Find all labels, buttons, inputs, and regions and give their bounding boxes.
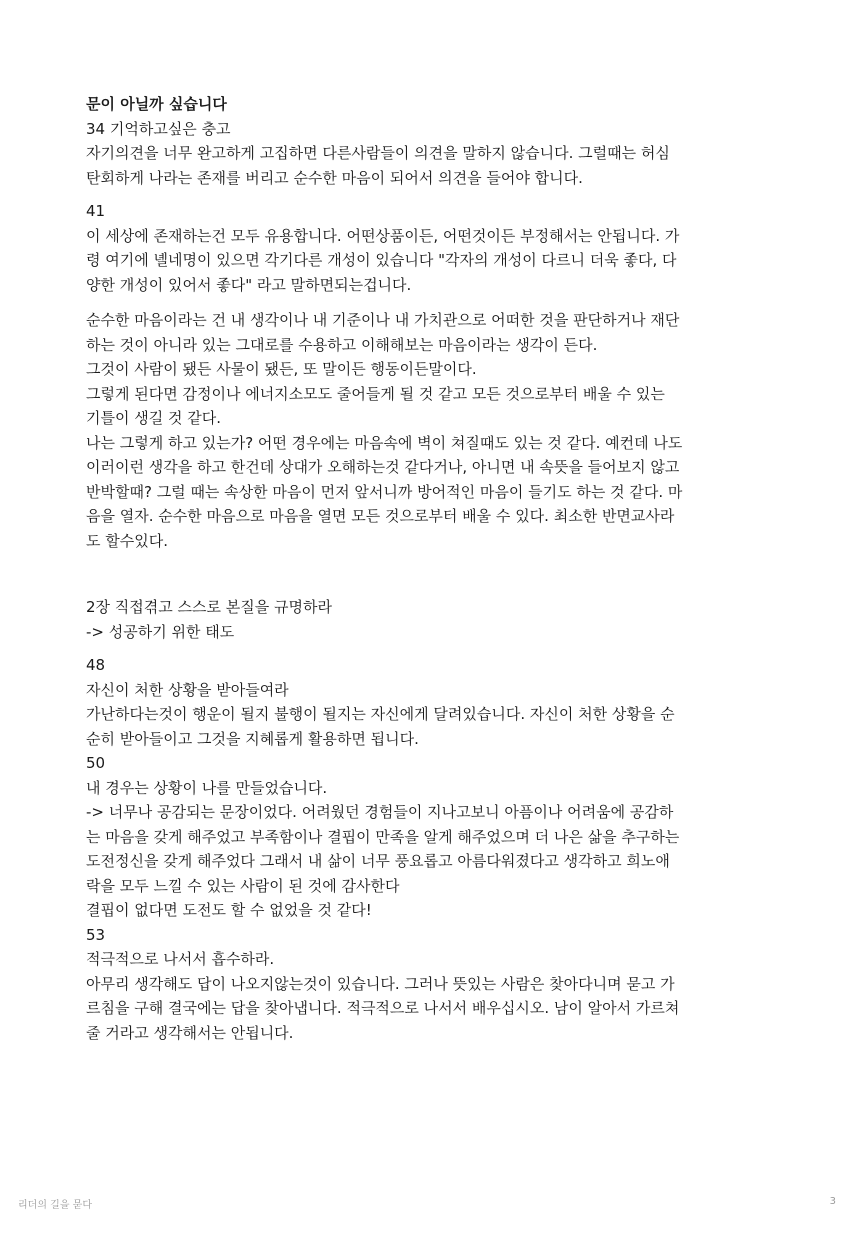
text-line: 적극적으로 나서서 흡수하라. (86, 950, 275, 968)
footer-page-number: 3 (829, 1196, 836, 1207)
text-line: 령 여기에 녤네명이 있으면 각기다른 개성이 있습니다 "각자의 개성이 다르니 더욱 좋다, 다 (86, 251, 677, 269)
text-line: 음을 열자. 순수한 마음으로 마음을 열면 모든 것으로부터 배울 수 있다. 최소한 반면교사라 (86, 507, 675, 525)
document-body (86, 92, 786, 1045)
text-line: 내 경우는 상황이 나를 만들었습니다. (86, 778, 328, 797)
text-line: 이 세상에 존재하는건 모두 유용합니다. 어떤상품이든, 어떤것이든 부정해서는 안됩니다. 가 (86, 226, 680, 245)
text-line: 이러이런 생각을 하고 한건데 상대가 오해하는것 같다거나, 아니면 내 속뜻을 들어보지 않고 (86, 458, 680, 476)
text-line: 50 (86, 754, 106, 772)
text-line: 41 (86, 202, 106, 220)
text-line: 락을 모두 느낄 수 있는 사람이 된 것에 감사한다 (86, 876, 400, 895)
text-line: 그렇게 된다면 감정이나 에너지소모도 줄어들게 될 것 같고 모든 것으로부터 배울 수 있는 (86, 384, 665, 403)
text-line: 나는 그렇게 하고 있는가? 어떤 경우에는 마음속에 벽이 쳐질때도 있는 것 같다. 예컨데 나도 (86, 433, 683, 452)
text-line: 2장 직접겪고 스스로 본질을 규명하라 (86, 598, 332, 616)
text-line: 도전정신을 갖게 해주었다 그래서 내 삶이 너무 풍요롭고 아름다워졌다고 생각하고 희노애 (86, 852, 670, 870)
text-line: 줄 거라고 생각해서는 안됩니다. (86, 1023, 294, 1042)
text-line: 자기의견을 너무 완고하게 고집하면 다른사람들이 의견을 말하지 않습니다. 그럴때는 허심 (86, 144, 670, 162)
section-heading: 문이 아닐까 싶습니다 (86, 95, 227, 113)
text-line: 르침을 구해 결국에는 답을 찾아냅니다. 적극적으로 나서서 배우십시오. 남이 알아서 가르쳐 (86, 999, 680, 1017)
text-line: 순히 받아들이고 그것을 지혜롭게 활용하면 됩니다. (86, 729, 419, 748)
text-line: 순수한 마음이라는 건 내 생각이나 내 기준이나 내 가치관으로 어떠한 것을 판단하거나 재단 (86, 311, 680, 329)
text-line: 가난하다는것이 행운이 될지 불행이 될지는 자신에게 달려있습니다. 자신이 처한 상황을 순 (86, 705, 675, 723)
text-line: 자신이 처한 상황을 받아들여라 (86, 680, 289, 699)
paragraph-gap (86, 644, 786, 653)
text-line: -> 너무나 공감되는 문장이었다. 어려웠던 경험들이 지나고보니 아픔이나 어려움에 공감하 (86, 803, 674, 821)
text-line: 그것이 사람이 됐든 사물이 됐든, 또 말이든 행동이든말이다. (86, 360, 477, 378)
text-line: -> 성공하기 위한 태도 (86, 622, 235, 641)
text-line: 아무리 생각해도 답이 나오지않는것이 있습니다. 그러나 뜻있는 사람은 찾아다니며 묻고 가 (86, 974, 675, 993)
text-line: 53 (86, 925, 106, 944)
text-line: 기틀이 생길 것 같다. (86, 409, 221, 427)
text-line: 탄회하게 나라는 존재를 버리고 순수한 마음이 되어서 의견을 들어야 합니다. (86, 168, 583, 187)
text-line: 양한 개성이 있어서 좋다" 라고 말하면되는겁니다. (86, 275, 412, 294)
paragraph-gap (86, 553, 786, 595)
footer-title: 리더의 길을 묻다 (18, 1200, 92, 1211)
text-line: 도 할수있다. (86, 531, 168, 550)
paragraph-gap (86, 190, 786, 199)
text-line: 결핍이 없다면 도전도 할 수 없었을 것 같다! (86, 901, 372, 919)
text-line: 는 마음을 갖게 해주었고 부족함이나 결핍이 만족을 알게 해주었으며 더 나은 삶을 추구하는 (86, 827, 680, 846)
text-line: 48 (86, 656, 106, 674)
paragraph-gap (86, 297, 786, 308)
text-line: 하는 것이 아니라 있는 그대로를 수용하고 이해해보는 마음이라는 생각이 든다. (86, 335, 598, 354)
text-line: 34 기억하고싶은 충고 (86, 119, 231, 138)
text-line: 반박할때? 그럴 때는 속상한 마음이 먼저 앞서니까 방어적인 마음이 들기도 하는 것 같다. 마 (86, 482, 683, 501)
